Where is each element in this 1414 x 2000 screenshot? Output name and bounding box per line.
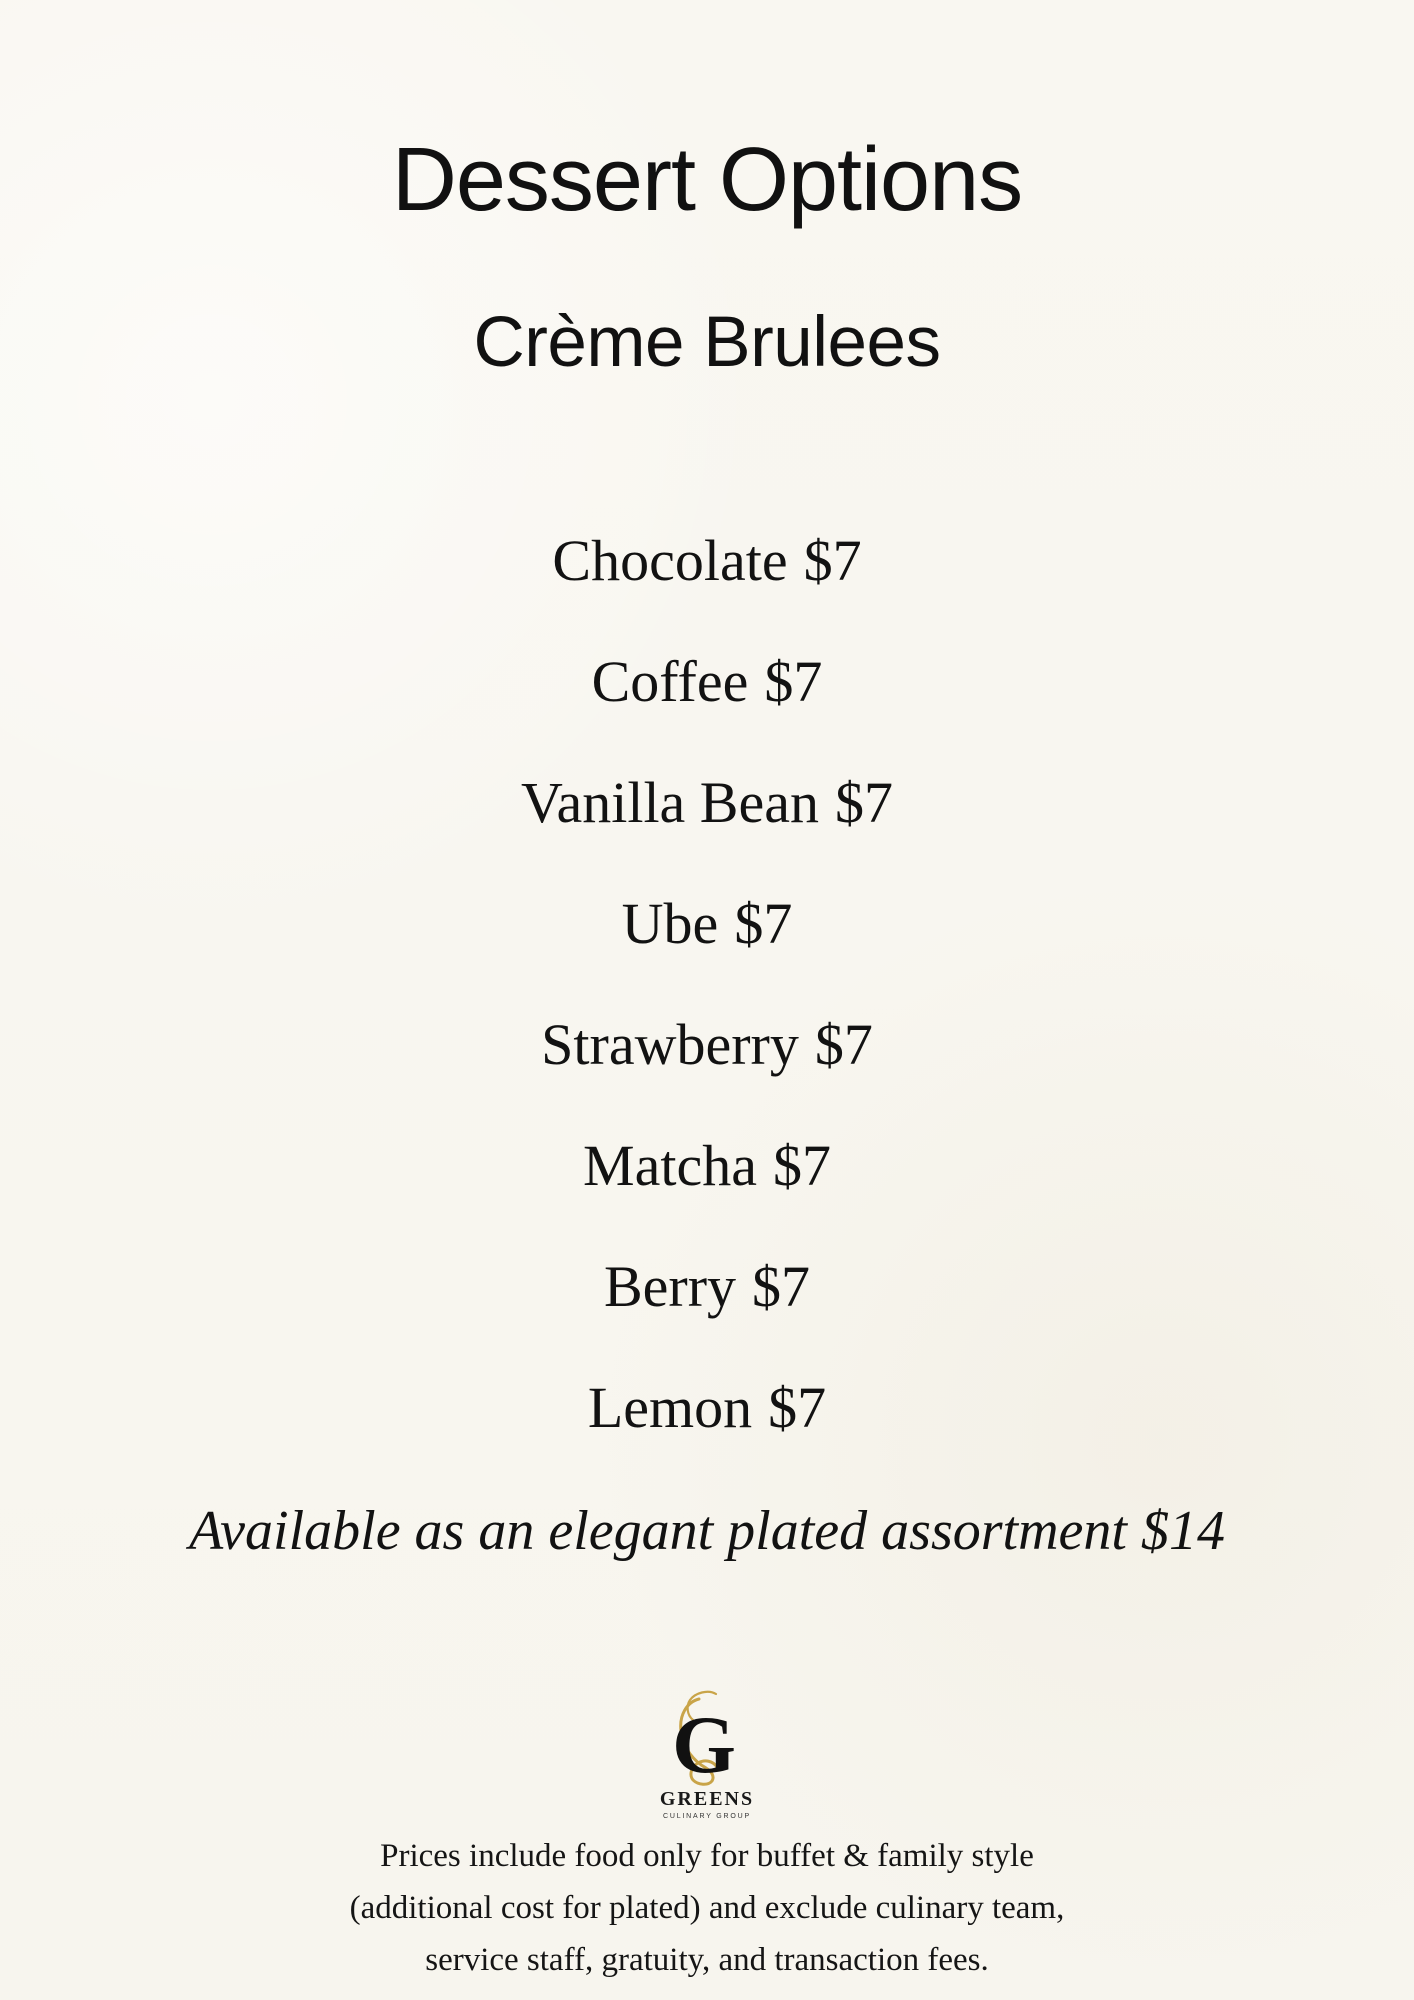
logo-tagline: CULINARY GROUP bbox=[663, 1813, 751, 1820]
menu-item-name: Matcha bbox=[583, 1133, 757, 1198]
logo-brand-name: GREENS bbox=[659, 1788, 755, 1810]
menu-item-name: Strawberry bbox=[541, 1012, 799, 1077]
greens-monogram-icon bbox=[637, 1689, 777, 1789]
menu-item-price: $7 bbox=[834, 770, 893, 835]
menu-item-coffee bbox=[0, 646, 1414, 767]
menu-item-name: Vanilla Bean bbox=[521, 770, 819, 835]
greens-logo bbox=[637, 1689, 777, 1829]
menu-item-name: Coffee bbox=[591, 649, 749, 714]
dessert-menu-list bbox=[0, 525, 1414, 1493]
disclaimer-line-1: Prices include food only for buffet & family style bbox=[380, 1838, 1034, 1874]
pricing-disclaimer bbox=[0, 1830, 1414, 1986]
menu-item-price: $7 bbox=[772, 1133, 831, 1198]
logo-monogram-letter: G bbox=[672, 1699, 736, 1790]
section-title: Crème Brulees bbox=[473, 303, 941, 382]
page-title: Dessert Options bbox=[391, 130, 1023, 230]
menu-item-price: $7 bbox=[752, 1254, 811, 1319]
menu-item-price: $7 bbox=[734, 891, 793, 956]
menu-item-berry bbox=[0, 1251, 1414, 1372]
menu-item-vanilla-bean bbox=[0, 767, 1414, 888]
menu-item-chocolate bbox=[0, 525, 1414, 646]
menu-item-strawberry bbox=[0, 1009, 1414, 1130]
menu-item-price: $7 bbox=[768, 1375, 827, 1440]
menu-item-name: Berry bbox=[603, 1254, 737, 1319]
menu-item-ube bbox=[0, 888, 1414, 1009]
menu-item-price: $7 bbox=[803, 528, 862, 593]
assortment-note: Available as an elegant plated assortment $14 bbox=[189, 1500, 1225, 1562]
menu-item-price: $7 bbox=[764, 649, 823, 714]
menu-item-name: Chocolate bbox=[552, 528, 788, 593]
disclaimer-line-3: service staff, gratuity, and transaction fees. bbox=[425, 1942, 989, 1978]
disclaimer-line-2: (additional cost for plated) and exclude culinary team, bbox=[349, 1890, 1065, 1926]
menu-item-matcha bbox=[0, 1130, 1414, 1251]
menu-item-name: Ube bbox=[621, 891, 719, 956]
menu-item-name: Lemon bbox=[587, 1375, 753, 1440]
menu-item-lemon bbox=[0, 1372, 1414, 1493]
menu-item-price: $7 bbox=[814, 1012, 873, 1077]
